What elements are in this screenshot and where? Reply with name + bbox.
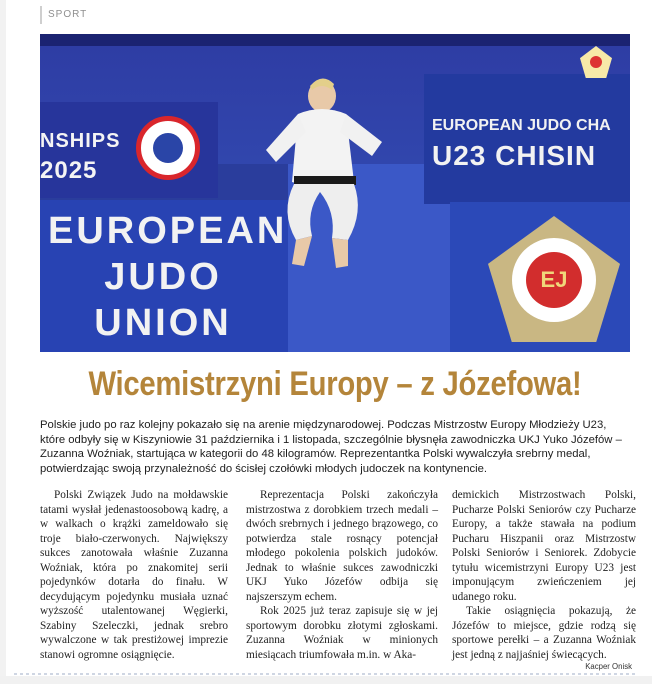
article-photo <box>40 34 630 352</box>
judoka-figure <box>236 72 406 272</box>
column-2-paragraph-1: Reprezentacja Polski zakończyła mistrzostwa z dorobkiem trzech medali – dwóch srebrnych i jednego brązowego, co potwierdza stale rosnący potencjał młodego pokolenia polskich judoków. Jednak to właśnie sukces zawodniczki UKJ Yuko Józefów odbija się najszerszym echem. <box>246 489 438 603</box>
author-credit: Kacper Onisk <box>585 662 632 671</box>
athlete-left-leg <box>292 236 312 266</box>
eju-line-2: JUDO <box>104 256 222 298</box>
eju-line-1: EUROPEAN <box>48 210 288 252</box>
page-bottom-edge <box>0 676 652 684</box>
body-column-2 <box>246 488 438 662</box>
corner-logo-dot <box>590 56 602 68</box>
column-3-paragraph-2: Takie osiągnięcia pokazują, że Józefów to miejsce, gdzie rodzą się sportowe perełki – a Zuzanna Woźniak jest jedną z najjaśniej świecących. <box>452 605 636 661</box>
eju-logo-core: EJ <box>526 252 582 308</box>
article-headline: Wicemistrzyni Europy – z Józefowa! <box>88 365 582 403</box>
athlete-right-leg <box>332 238 348 268</box>
left-banner-text <box>40 126 120 186</box>
page-edge <box>0 0 6 684</box>
bottom-dotted-rule <box>14 673 638 675</box>
section-label: SPORT <box>48 9 88 20</box>
right-banner-title: EUROPEAN JUDO CHA <box>432 117 611 134</box>
body-column-1 <box>40 488 228 662</box>
column-1-paragraph-1: Polski Związek Judo na mołdawskie tatami wysłał jedenastoosobową kadrę, a w walkach o krążki zameldowało się troje biało-czerwonych. Największy sukces zanotowała właśnie Zuzanna Woźniak, która po znakomitej serii pojedynków dotarła do finału. W decydującym pojedynku musiała uznać wyższość utalentowanej Węgierki, Szabiny Szeleczki, jednak srebro wywalczone w tak prestiżowej imprezie stanowi ogromne osiągnięcie. <box>40 489 228 661</box>
emblem-center <box>153 133 183 163</box>
eju-line-3: UNION <box>94 302 232 344</box>
athlete-black-belt <box>294 176 356 185</box>
column-3-paragraph-1: demickich Mistrzostwach Polski, Pucharze Polski Seniorów czy Pucharze Europy, a także stawała na podium Pucharu Hiszpanii oraz Mistrzostw Polski Seniorów i Seniorek. Zdobycie tytułu wicemistrzyni Europy U23 jest imponującym zwieńczeniem jej udanego roku. <box>452 489 636 603</box>
left-banner-line-1: NSHIPS <box>40 130 121 152</box>
article-lead: Polskie judo po raz kolejny pokazało się na arenie międzynarodowej. Podczas Mistrzostw Europy Młodzieży U23, które odbyły się w Kiszyniowie 31 października i 1 listopada, szczególnie błysnęła zawodniczka UKJ Yuko Józefów – Zuzanna Woźniak, startująca w kategorii do 48 kilogramów. Reprezentantka Polski wywalczyła srebrny medal, potwierdzając swoją przynależność do ścisłej czołówki młodych judoczek na kontynencie. <box>40 419 622 475</box>
left-banner-line-2: 2025 <box>40 157 98 184</box>
right-banner-subtitle: U23 CHISIN <box>432 140 597 171</box>
federation-emblem <box>136 116 200 180</box>
top-band <box>40 34 630 46</box>
section-divider <box>40 6 42 24</box>
athlete-gi-pants <box>287 184 357 240</box>
column-2-paragraph-2: Rok 2025 już teraz zapisuje się w jej sportowym dorobku złotymi zgłoskami. Zuzanna Woźniak w minionych miesiącach triumfowała m.in. w Aka- <box>246 605 438 661</box>
body-column-3 <box>452 488 636 662</box>
